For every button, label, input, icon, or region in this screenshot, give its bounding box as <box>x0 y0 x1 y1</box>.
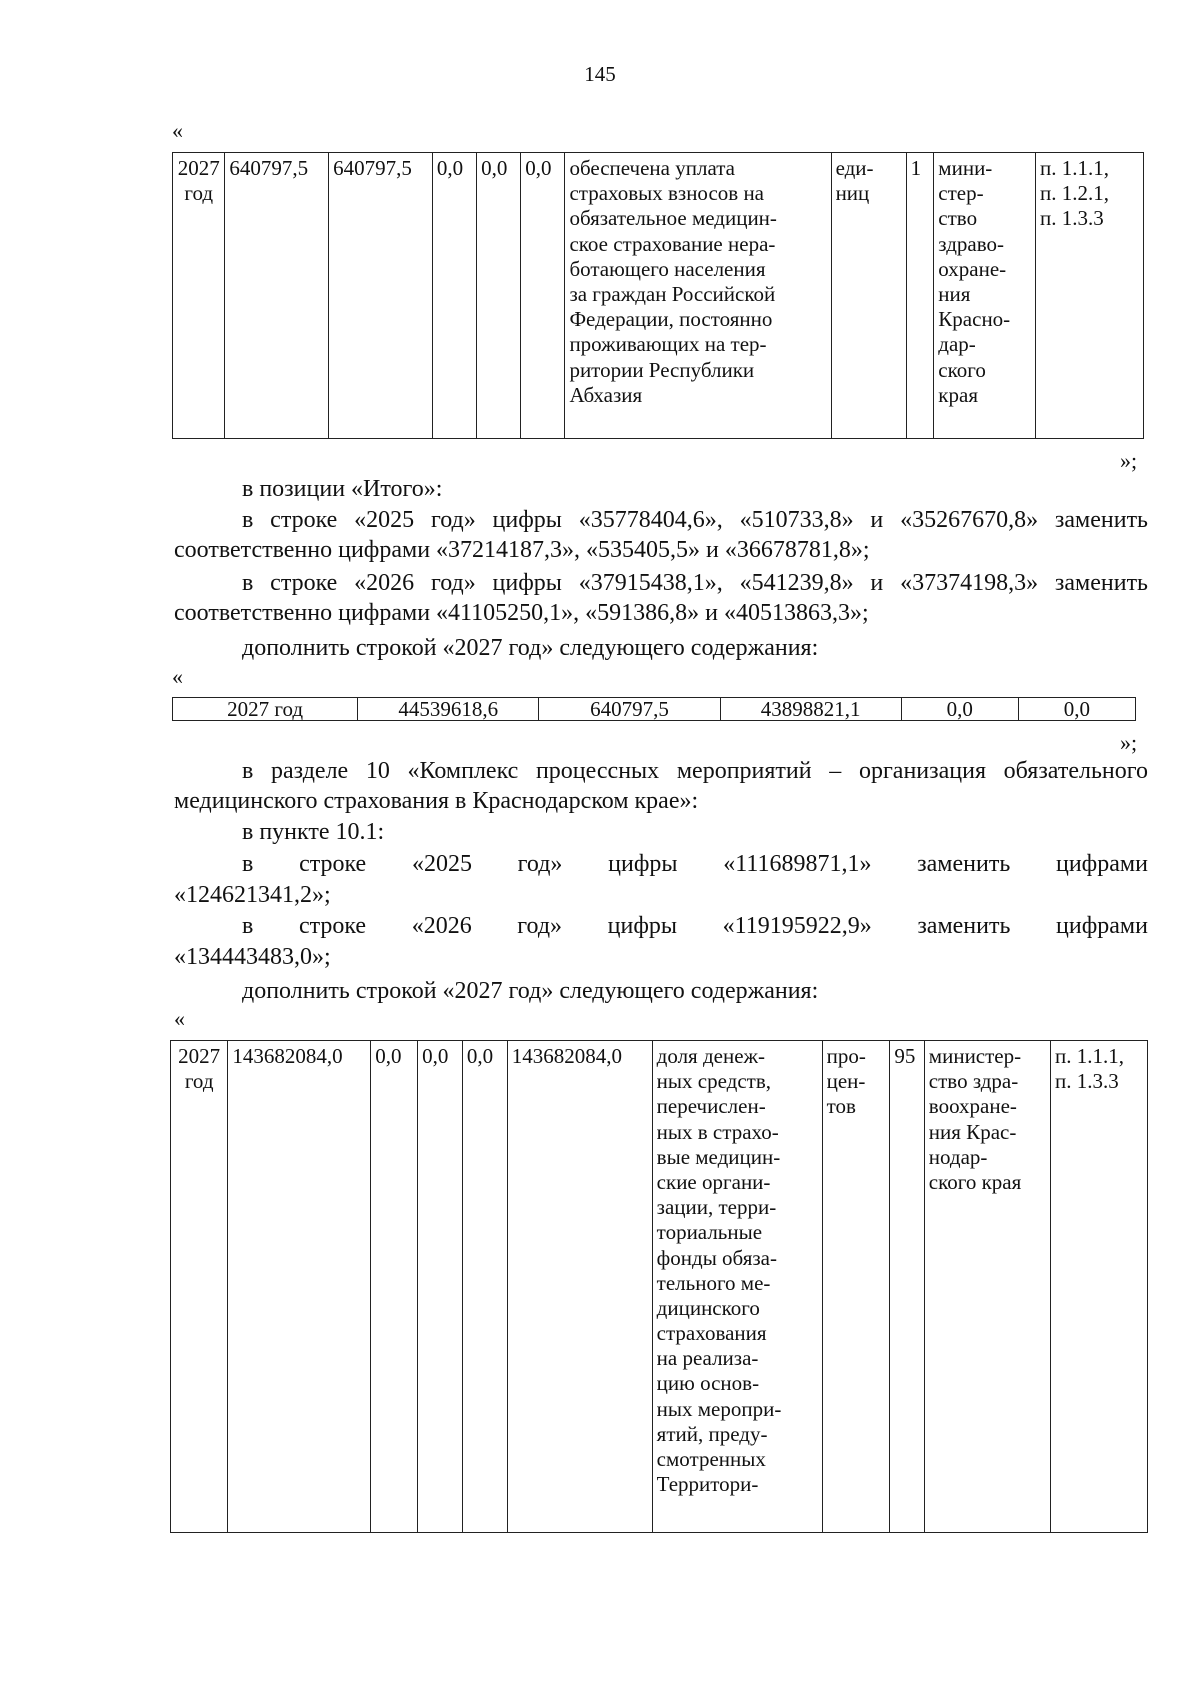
value-cell: 0,0 <box>371 1041 418 1533</box>
value-cell: 640797,5 <box>329 153 433 439</box>
word: в <box>242 851 254 877</box>
paragraph-2026: в строке «2026 год» цифры «37915438,1», «541239,8» и «37374198,3» заменить соответственно цифрами «41105250,1», «591386,8» и «40513863,3»; <box>174 570 1148 626</box>
table-row <box>171 1041 1148 1533</box>
word: заменить <box>917 913 1011 939</box>
value-cell: 143682084,0 <box>507 1041 652 1533</box>
totals-value-cell: 43898821,1 <box>720 698 901 721</box>
word: цифрами <box>1056 913 1148 939</box>
count-cell: 1 <box>906 153 934 439</box>
totals-value-cell: 640797,5 <box>539 698 720 721</box>
paragraph-2026-replace-value: «134443483,0»; <box>174 944 331 970</box>
year-cell: 2027 год <box>171 1041 228 1533</box>
count-cell: 95 <box>890 1041 924 1533</box>
paragraph-add-row-2: дополнить строкой «2027 год» следующего содержания: <box>242 978 819 1004</box>
totals-year-cell: 2027 год <box>173 698 358 721</box>
value-cell: 0,0 <box>477 153 521 439</box>
paragraph-2026-replace <box>174 911 1148 941</box>
paragraph-add-row: дополнить строкой «2027 год» следующего содержания: <box>242 635 819 661</box>
word: цифры <box>608 851 678 877</box>
open-quote: « <box>172 664 183 689</box>
open-quote: « <box>174 1006 185 1031</box>
description-cell: доля денеж- ных средств, перечислен- ных в страхо- вые медицин- ские органи- зации, терри- ториальные фонды обяза- тельного ме- дицинского страхования на реализа- цию основ- ных меропри- ятий, преду- смотренных Территори- <box>652 1041 822 1533</box>
value-cell: 0,0 <box>462 1041 507 1533</box>
totals-value-cell: 44539618,6 <box>358 698 539 721</box>
totals-value-cell: 0,0 <box>1018 698 1135 721</box>
table-row <box>173 153 1144 439</box>
value-cell: 640797,5 <box>225 153 329 439</box>
word: цифрами <box>1055 851 1148 877</box>
reference-cell: п. 1.1.1, п. 1.3.3 <box>1050 1041 1147 1533</box>
word: год» <box>517 851 563 877</box>
reference-cell: п. 1.1.1, п. 1.2.1, п. 1.3.3 <box>1036 153 1144 439</box>
paragraph-point-10-1: в пункте 10.1: <box>242 819 385 845</box>
word: «2026 <box>411 913 472 939</box>
value-cell: 0,0 <box>521 153 565 439</box>
word: «111689871,1» <box>723 851 872 877</box>
open-quote: « <box>172 118 183 143</box>
word: строке <box>299 851 367 877</box>
close-quote: »; <box>1120 448 1138 473</box>
word: цифры <box>607 913 678 939</box>
ministry-cell: мини- стер- ство здраво- охране- ния Красно- дар- ского края <box>934 153 1036 439</box>
value-cell: 0,0 <box>418 1041 463 1533</box>
table-2027-insurance <box>172 152 1144 439</box>
paragraph-2025-replace-value: «124621341,2»; <box>174 882 331 908</box>
paragraph-section-10: в разделе 10 «Комплекс процессных мероприятий – организация обязательного медицинского страхования в Краснодарском крае»: <box>174 758 1148 814</box>
unit-cell: еди- ниц <box>831 153 906 439</box>
totals-value-cell: 0,0 <box>901 698 1018 721</box>
word: в <box>242 913 254 939</box>
page-number: 145 <box>584 62 616 86</box>
paragraph-2025: в строке «2025 год» цифры «35778404,6», «510733,8» и «35267670,8» заменить соответственно цифрами «37214187,3», «535405,5» и «36678781,8»; <box>174 507 1148 563</box>
paragraph-itogo: в позиции «Итого»: <box>242 476 443 502</box>
close-quote: »; <box>1120 730 1138 755</box>
word: заменить <box>917 851 1011 877</box>
table-2027-funds <box>170 1040 1148 1533</box>
description-cell: обеспечена уплата страховых взносов на обязательное медицин- ское страхование нера- ботающего населения за граждан Российской Федерации, постоянно проживающих на тер- ритории Республики Абхазия <box>565 153 831 439</box>
word: год» <box>517 913 563 939</box>
year-cell: 2027 год <box>173 153 225 439</box>
totals-table <box>172 697 1136 721</box>
value-cell: 143682084,0 <box>228 1041 371 1533</box>
word: «119195922,9» <box>722 913 872 939</box>
word: «2025 <box>411 851 472 877</box>
ministry-cell: министер- ство здра- воохране- ния Крас- нодар- ского края <box>924 1041 1050 1533</box>
table-row <box>173 698 1136 721</box>
paragraph-2025-replace <box>174 849 1148 879</box>
word: строке <box>298 913 367 939</box>
unit-cell: про- цен- тов <box>822 1041 890 1533</box>
value-cell: 0,0 <box>432 153 476 439</box>
